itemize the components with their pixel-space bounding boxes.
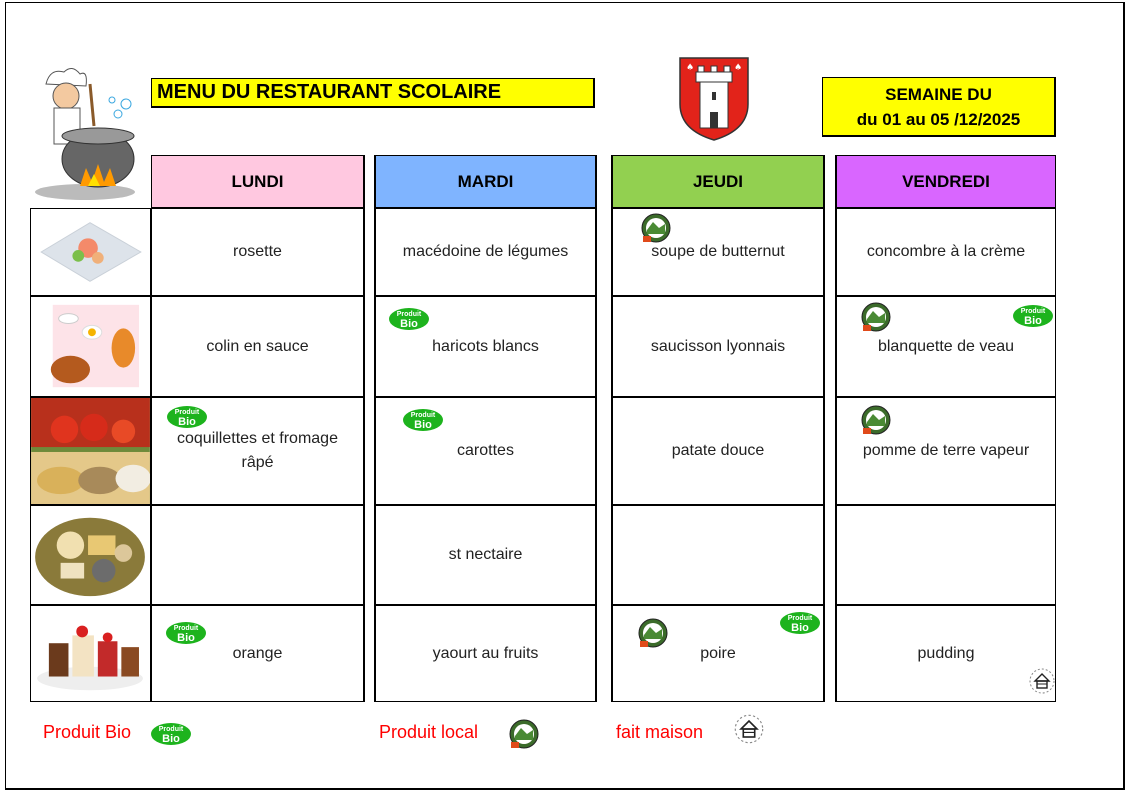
day-header-jeudi: JEUDI (612, 155, 824, 208)
cell-lundi-accompagnement: coquillettes et fromage râpé (151, 397, 364, 505)
svg-text:Produit: Produit (396, 311, 422, 318)
plat-photo (30, 296, 151, 397)
cell-vendredi-fromage (836, 505, 1056, 605)
cell-lundi-entree: rosette (151, 208, 364, 296)
cell-jeudi-entree: soupe de butternut (612, 208, 824, 296)
bio-badge-icon (166, 405, 208, 429)
svg-text:Produit: Produit (158, 726, 184, 733)
day-header-vendredi: VENDREDI (836, 155, 1056, 208)
svg-text:Produit: Produit (174, 409, 200, 416)
week-label: SEMAINE DU (885, 85, 992, 104)
entree-photo (30, 208, 151, 296)
svg-text:♠: ♠ (686, 63, 695, 73)
bio-badge-icon (1012, 304, 1054, 328)
cell-jeudi-dessert: poire (612, 605, 824, 702)
column-separator (364, 155, 375, 702)
cell-mardi-dessert: yaourt au fruits (375, 605, 596, 702)
svg-text:Bio: Bio (1024, 315, 1042, 327)
cell-mardi-entree: macédoine de légumes (375, 208, 596, 296)
local-product-icon (634, 617, 668, 651)
accompagnement-photo (30, 397, 151, 505)
svg-text:Produit: Produit (787, 615, 813, 622)
cell-lundi-plat: colin en sauce (151, 296, 364, 397)
week-box (822, 77, 1056, 137)
legend-bio-label: Produit Bio (43, 722, 132, 742)
local-product-icon (857, 404, 891, 438)
cell-lundi-fromage (151, 505, 364, 605)
cell-jeudi-plat: saucisson lyonnais (612, 296, 824, 397)
svg-text:Produit: Produit (410, 412, 436, 419)
svg-text:Bio: Bio (162, 733, 180, 745)
menu-title: MENU DU RESTAURANT SCOLAIRE (151, 78, 595, 108)
cell-mardi-fromage: st nectaire (375, 505, 596, 605)
svg-text:Bio: Bio (414, 419, 432, 431)
week-dates: du 01 au 05 /12/2025 (856, 110, 1021, 129)
bio-badge-icon (779, 611, 821, 635)
cell-vendredi-accompagnement: pomme de terre vapeur (836, 397, 1056, 505)
day-header-lundi: LUNDI (151, 155, 364, 208)
legend-homemade-icon (733, 713, 765, 745)
local-product-icon (637, 212, 671, 246)
cell-mardi-plat: haricots blancs (375, 296, 596, 397)
legend-local-icon (505, 718, 539, 752)
svg-text:Bio: Bio (791, 622, 809, 634)
homemade-icon (1028, 667, 1056, 695)
bio-badge-icon (402, 408, 444, 432)
svg-text:Bio: Bio (178, 416, 196, 428)
legend-bio-icon (150, 722, 192, 746)
svg-text:Produit: Produit (173, 625, 199, 632)
legend-homemade-label: fait maison (616, 722, 704, 742)
town-crest-icon (678, 56, 750, 142)
svg-text:Bio: Bio (400, 318, 418, 330)
column-separator (824, 155, 836, 702)
column-separator (596, 155, 612, 702)
cell-jeudi-fromage (612, 505, 824, 605)
svg-text:Produit: Produit (1020, 308, 1046, 315)
cell-mardi-accompagnement: carottes (375, 397, 596, 505)
chef-illustration (28, 64, 142, 204)
cell-lundi-dessert: orange (151, 605, 364, 702)
fromage-photo (30, 505, 151, 605)
cell-jeudi-accompagnement: patate douce (612, 397, 824, 505)
cell-vendredi-entree: concombre à la crème (836, 208, 1056, 296)
bio-badge-icon (165, 621, 207, 645)
svg-text:♠: ♠ (734, 63, 743, 73)
dessert-photo (30, 605, 151, 702)
local-product-icon (857, 301, 891, 335)
cell-vendredi-plat: blanquette de veau (836, 296, 1056, 397)
svg-text:Bio: Bio (177, 632, 195, 644)
bio-badge-icon (388, 307, 430, 331)
day-header-mardi: MARDI (375, 155, 596, 208)
cell-vendredi-dessert: pudding (836, 605, 1056, 702)
legend-local-label: Produit local (379, 722, 479, 742)
